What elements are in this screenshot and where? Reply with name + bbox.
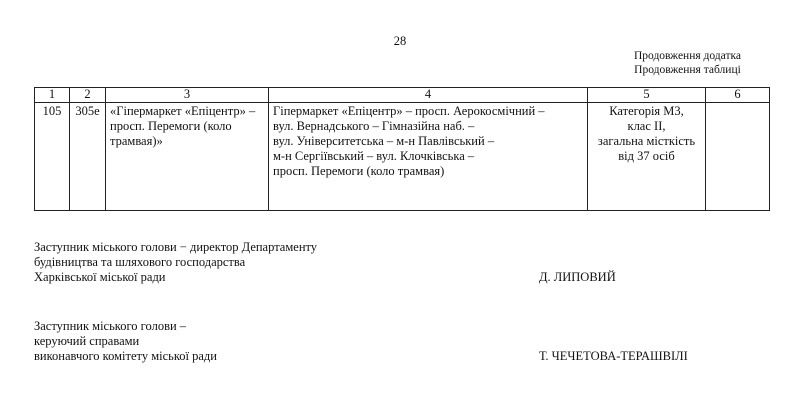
signatory-title-line: Харківської міської ради (34, 270, 166, 284)
route-path-line: вул. Університетська – м-н Павлівський – (273, 134, 495, 148)
header-col-6: 6 (706, 88, 770, 103)
empty-col-6-cell (706, 103, 770, 211)
table-header-row (35, 88, 770, 103)
table-row (35, 103, 770, 211)
category-line: клас ІІ, (627, 119, 666, 133)
signatory-title-line: будівництва та шляхового господарства (34, 255, 246, 269)
header-col-1: 1 (35, 88, 70, 103)
appendix-continuation-label: Продовження додатка (633, 50, 741, 62)
category-line: від 37 осіб (618, 149, 675, 163)
route-table (34, 87, 770, 211)
header-col-5: 5 (588, 88, 706, 103)
route-name-line: трамвая)» (110, 134, 163, 148)
signatory-title-line: Заступник міського голови – (34, 319, 187, 333)
route-code-cell: 305е (70, 103, 106, 211)
vehicle-category-cell (588, 103, 706, 211)
signatory-title-line: керуючий справами (34, 334, 140, 348)
signature-block-1 (34, 240, 774, 285)
route-name-line: «Гіпермаркет «Епіцентр» – (110, 104, 256, 118)
route-path-line: вул. Вернадського – Гімназійна наб. – (273, 119, 475, 133)
route-name-cell (106, 103, 269, 211)
route-number-cell: 105 (35, 103, 70, 211)
route-name-line: просп. Перемоги (коло (110, 119, 232, 133)
table-continuation-label: Продовження таблиці (634, 64, 741, 76)
signatory-title-line: Заступник міського голови − директор Департаменту (34, 240, 318, 254)
category-line: Категорія М3, (609, 104, 684, 118)
header-col-4: 4 (269, 88, 588, 103)
page-number: 28 (393, 34, 407, 48)
signatory-title-line: виконавчого комітету міської ради (34, 349, 217, 363)
category-line: загальна місткість (597, 134, 696, 148)
signature-block-2 (34, 319, 774, 364)
continuation-note (634, 49, 741, 77)
header-col-3: 3 (106, 88, 269, 103)
route-path-line: м-н Сергіївський – вул. Клочківська – (273, 149, 475, 163)
route-path-line: Гіпермаркет «Епіцентр» – просп. Аерокосмічний – (273, 104, 545, 118)
header-col-2: 2 (70, 88, 106, 103)
route-path-line: просп. Перемоги (коло трамвая) (273, 164, 445, 178)
signatory-name: Д. ЛИПОВИЙ (539, 270, 616, 284)
route-path-cell (269, 103, 588, 211)
signatory-name: Т. ЧЕЧЕТОВА-ТЕРАШВІЛІ (539, 349, 688, 363)
